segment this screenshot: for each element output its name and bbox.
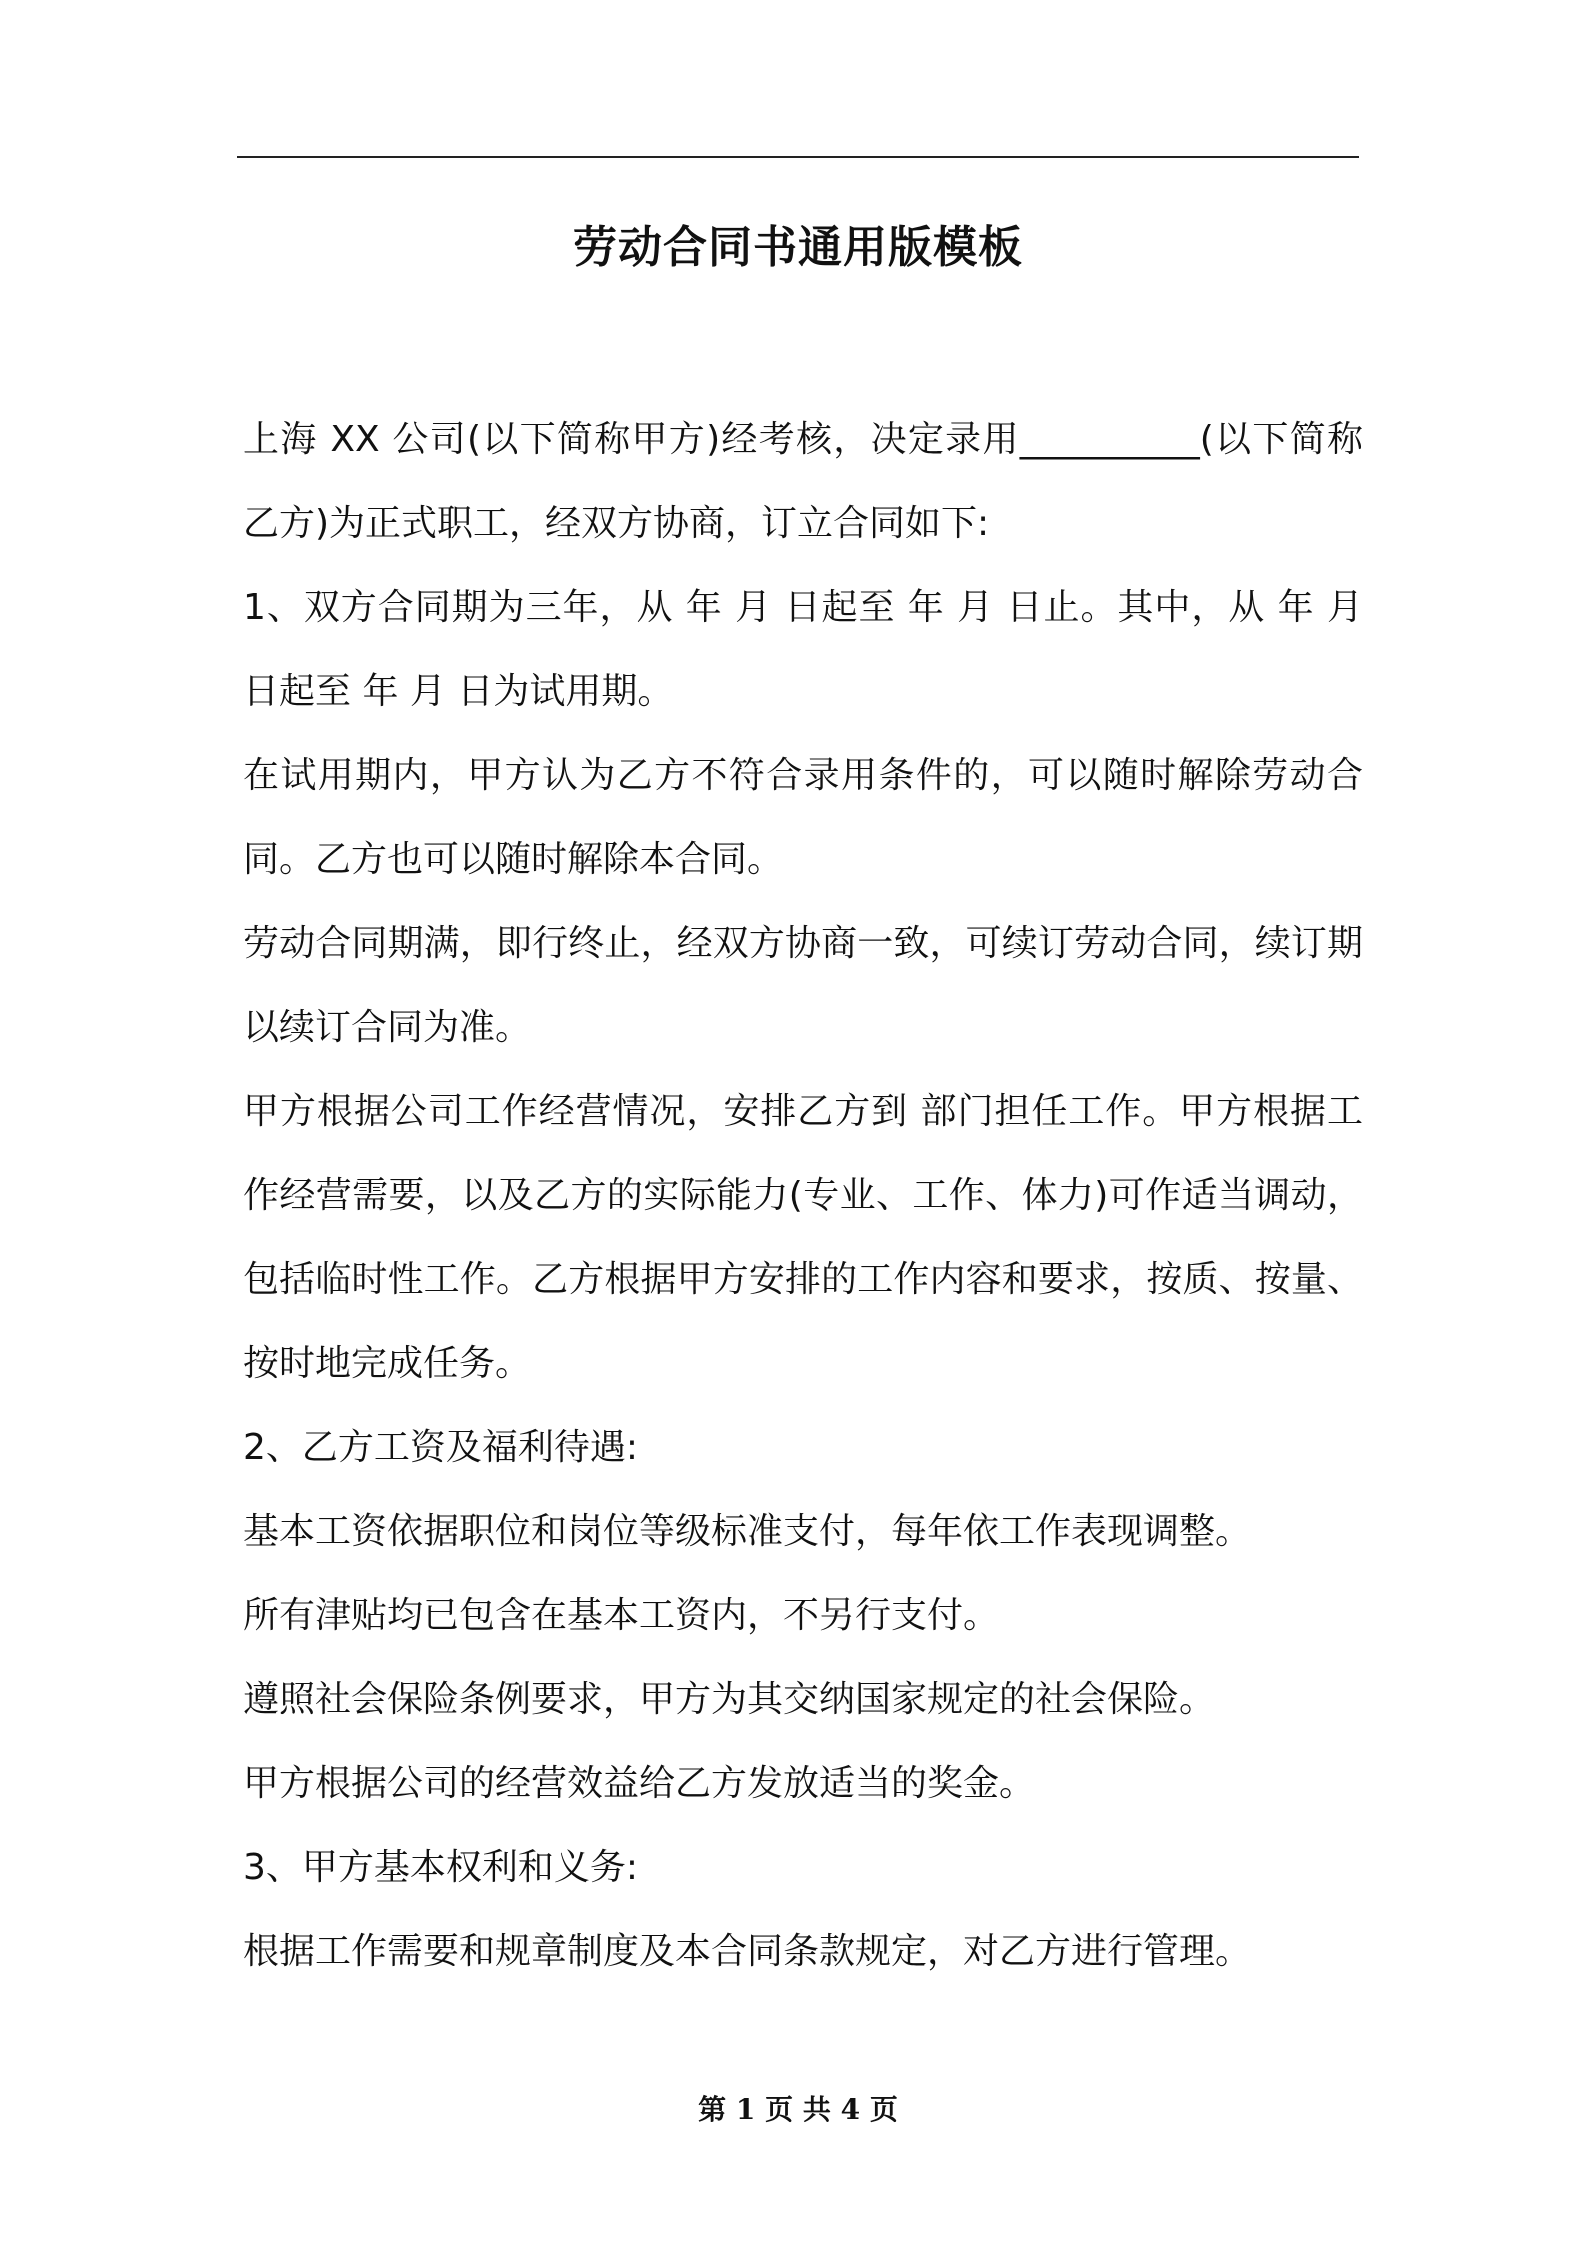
paragraph-expiry: 劳动合同期满，即行终止，经双方协商一致，可续订劳动合同，续订期以续订合同为准。: [243, 923, 1363, 1048]
paragraph-management: 根据工作需要和规章制度及本合同条款规定，对乙方进行管理。: [243, 1931, 1252, 1972]
paragraph-clause-1: 1、双方合同期为三年，从 年 月 日起至 年 月 日止。其中，从 年 月 日起至 年 月 日为试用期。: [243, 587, 1363, 712]
paragraph-assignment: 甲方根据公司工作经营情况，安排乙方到 部门担任工作。甲方根据工作经营需要，以及乙方的实际能力(专业、工作、体力)可作适当调动，包括临时性工作。乙方根据甲方安排的工作内容和要求，按质、按量、按时地完成任务。: [243, 1091, 1363, 1384]
paragraph-clause-2: 2、乙方工资及福利待遇:: [243, 1427, 639, 1468]
document-title: 劳动合同书通用版模板: [573, 222, 1023, 273]
header-rule: [237, 156, 1359, 158]
paragraph-clause-3: 3、甲方基本权利和义务:: [243, 1847, 639, 1888]
paragraph-probation: 在试用期内，甲方认为乙方不符合录用条件的，可以随时解除劳动合同。乙方也可以随时解除本合同。: [243, 755, 1363, 880]
page-footer: 第 1 页 共 4 页: [698, 2093, 898, 2126]
paragraph-base-salary: 基本工资依据职位和岗位等级标准支付，每年依工作表现调整。: [243, 1511, 1252, 1552]
paragraph-intro: 上海 XX 公司(以下简称甲方)经考核，决定录用__________(以下简称乙方)为正式职工，经双方协商，订立合同如下:: [243, 419, 1363, 544]
paragraph-bonus: 甲方根据公司的经营效益给乙方发放适当的奖金。: [243, 1763, 1036, 1804]
paragraph-allowance: 所有津贴均已包含在基本工资内，不另行支付。: [243, 1595, 1000, 1636]
document-body: [243, 398, 1363, 1994]
paragraph-social-insurance: 遵照社会保险条例要求，甲方为其交纳国家规定的社会保险。: [243, 1679, 1216, 1720]
